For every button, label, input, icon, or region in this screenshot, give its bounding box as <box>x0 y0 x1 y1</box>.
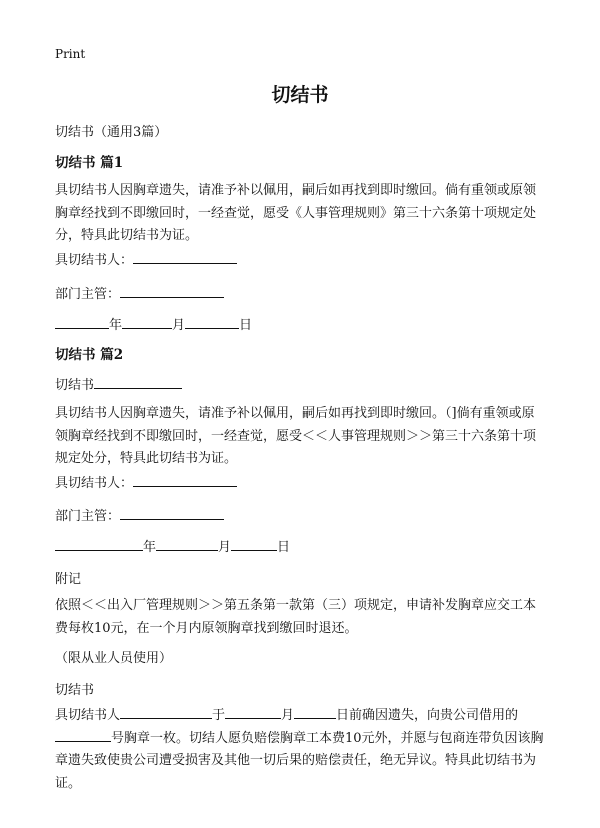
section1-heading: 切结书 篇1 <box>55 155 124 171</box>
section1-month-label: 月 <box>172 318 186 333</box>
section2-opening-line <box>55 374 182 393</box>
section1-supervisor-blank <box>120 284 224 298</box>
section1-signer-label: 具切结书人： <box>55 253 134 268</box>
final-part3: 月 <box>281 708 295 723</box>
section1-supervisor-label: 部门主管： <box>55 287 121 302</box>
section2-supervisor-line <box>55 505 224 524</box>
final-paragraph <box>55 705 547 795</box>
section2-signer-line <box>55 472 237 491</box>
section2-date-line <box>55 536 290 555</box>
section2-month-label: 月 <box>218 540 232 555</box>
section1-year-blank <box>55 315 109 329</box>
section1-month-blank <box>122 315 172 329</box>
final-blank-number <box>55 728 111 742</box>
section2-heading: 切结书 篇2 <box>55 347 124 363</box>
final-blank-month <box>294 705 336 719</box>
section2-year-label: 年 <box>143 540 157 555</box>
section1-year-label: 年 <box>109 318 123 333</box>
section2-month-blank <box>156 537 218 551</box>
section1-day-label: 日 <box>239 318 253 333</box>
section2-signer-label: 具切结书人： <box>55 476 134 491</box>
final-blank-year <box>225 705 281 719</box>
section2-year-blank <box>55 537 143 551</box>
section1-date-line <box>55 314 252 333</box>
section2-day-label: 日 <box>277 540 291 555</box>
section2-supervisor-label: 部门主管： <box>55 509 121 524</box>
final-blank-name <box>120 705 212 719</box>
section2-body: 具切结书人因胸章遗失，请准予补以佩用，嗣后如再找到即时缴回。（]倘有重领或原领胸章经找到不即缴回时，一经查觉，愿受＜＜人事管理规则＞＞第三十六条第十项规定处分，特具此切结书为证。 <box>55 406 537 466</box>
section2-day-blank <box>231 537 277 551</box>
appendix-label: 附记 <box>55 572 82 587</box>
final-part5: 号胸章一枚。切结人愿负赔偿胸章工本费10元外，并愿与包商连带负因该胸章遗失致使贵公司遭受损害及其他一切后果的赔偿责任，绝无异议。特具此切结书为证。 <box>55 730 544 791</box>
section1-body: 具切结书人因胸章遗失，请准予补以佩用，嗣后如再找到即时缴回。倘有重领或原领胸章经找到不即缴回时，一经查觉，愿受《人事管理规则》第三十六条第十项规定处分，特具此切结书为证。 <box>55 183 537 243</box>
section1-signer-blank <box>133 250 237 264</box>
appendix-title: 切结书 <box>55 683 95 698</box>
section2-supervisor-blank <box>120 506 224 520</box>
appendix-body: 依照＜＜出入厂管理规则＞＞第五条第一款第（三）项规定，申请补发胸章应交工本费每枚10元，在一个月内原领胸章找到缴回时退还。 <box>55 598 537 636</box>
doc-subtitle: 切结书（通用3篇） <box>55 125 168 140</box>
final-part4: 日前确因遗失，向贵公司借用的 <box>336 708 519 723</box>
section2-opening-blank <box>94 375 182 389</box>
appendix-note: （限从业人员使用） <box>55 651 173 666</box>
section1-supervisor-line <box>55 283 224 302</box>
final-part1: 具切结书人 <box>55 708 121 723</box>
final-part2: 于 <box>212 708 226 723</box>
print-label: Print <box>55 47 86 61</box>
page-title: 切结书 <box>271 84 329 106</box>
section1-signer-line <box>55 249 237 268</box>
section1-day-blank <box>185 315 239 329</box>
section2-opening: 切结书 <box>55 378 95 393</box>
section2-signer-blank <box>133 473 237 487</box>
